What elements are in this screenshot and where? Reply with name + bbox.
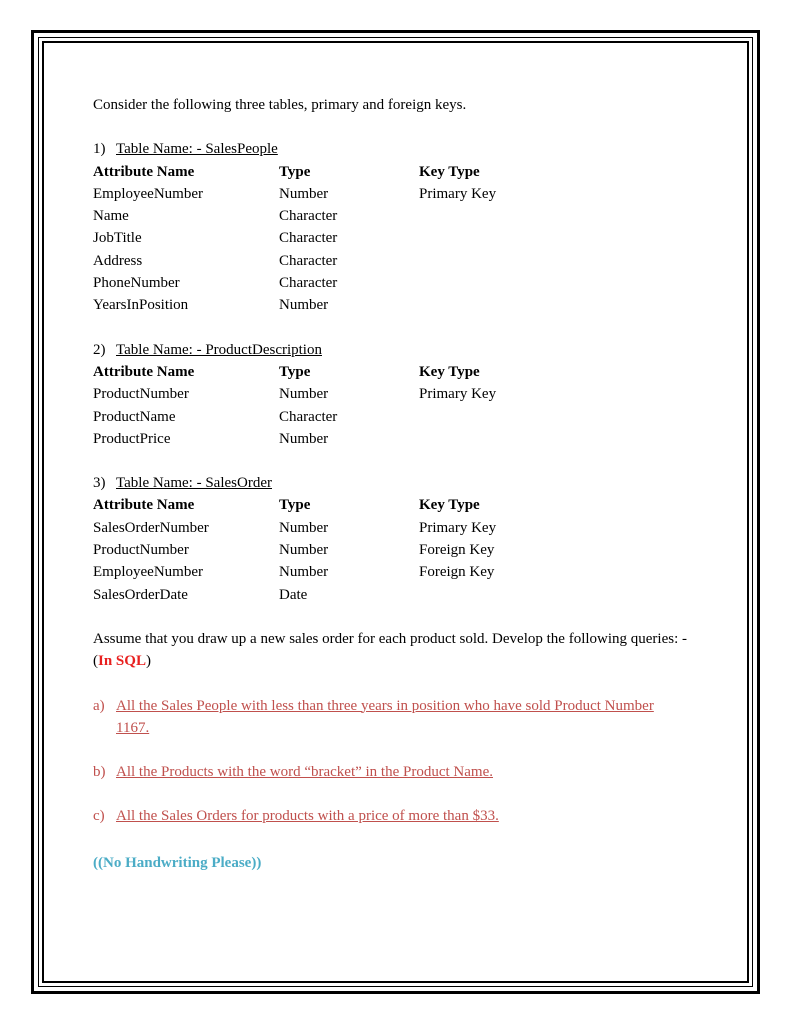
table-cell: SalesOrderNumber xyxy=(93,519,209,536)
in-sql-label: In SQL xyxy=(98,653,146,670)
query-item xyxy=(93,761,693,783)
column-header: Type xyxy=(279,363,311,380)
table-cell: YearsInPosition xyxy=(93,297,189,314)
table-name: Table Name: - SalesPeople xyxy=(116,141,278,158)
query-item xyxy=(93,805,693,827)
table-row xyxy=(93,584,693,606)
table-cell: EmployeeNumber xyxy=(93,185,203,202)
table-cell: Character xyxy=(279,275,338,292)
table-cell: Foreign Key xyxy=(419,564,495,581)
table-cell: Number xyxy=(279,564,329,581)
query-item xyxy=(93,695,693,740)
table-cell xyxy=(419,294,619,316)
table-row xyxy=(93,428,693,450)
table-cell xyxy=(419,272,619,294)
document-content xyxy=(93,94,693,874)
column-header: Key Type xyxy=(419,163,480,180)
table-cell: Number xyxy=(279,297,329,314)
table-row xyxy=(93,406,693,428)
table-title xyxy=(93,339,693,361)
table-cell: Character xyxy=(279,230,338,247)
table-row xyxy=(93,517,693,539)
table-name: Table Name: - SalesOrder xyxy=(116,475,272,492)
table-cell: Foreign Key xyxy=(419,542,495,559)
table-row xyxy=(93,561,693,583)
table-cell: Number xyxy=(279,430,329,447)
table-cell xyxy=(419,428,619,450)
table-row xyxy=(93,383,693,405)
table-row xyxy=(93,272,693,294)
column-header: Key Type xyxy=(419,363,480,380)
table-row xyxy=(93,294,693,316)
query-text: All the Sales Orders for products with a price of more than $33. xyxy=(116,808,499,825)
table-cell: Number xyxy=(279,519,329,536)
table-cell: Number xyxy=(279,542,329,559)
table-cell: Primary Key xyxy=(419,386,497,403)
column-header: Attribute Name xyxy=(93,497,195,514)
assume-paragraph xyxy=(93,628,693,673)
table-header-row xyxy=(93,161,693,183)
table-name: Table Name: - ProductDescription xyxy=(116,341,322,358)
table-cell: Address xyxy=(93,252,143,269)
column-header: Attribute Name xyxy=(93,163,195,180)
table-cell xyxy=(419,205,619,227)
table-cell: Character xyxy=(279,208,338,225)
table-cell: ProductNumber xyxy=(93,542,189,559)
table-cell: EmployeeNumber xyxy=(93,564,203,581)
query-label: c) xyxy=(93,808,105,825)
table-cell: ProductName xyxy=(93,408,176,425)
queries-list xyxy=(93,695,693,828)
query-text: All the Sales People with less than three years in position who have sold Product Number 1167. xyxy=(116,697,654,736)
table-cell xyxy=(419,584,619,606)
column-header: Type xyxy=(279,163,311,180)
table-header-row xyxy=(93,361,693,383)
table-row xyxy=(93,227,693,249)
table-cell: Character xyxy=(279,252,338,269)
table-title xyxy=(93,138,693,160)
query-label: b) xyxy=(93,764,106,781)
table-cell: ProductPrice xyxy=(93,430,171,447)
table-row xyxy=(93,539,693,561)
table-cell xyxy=(419,227,619,249)
table-row xyxy=(93,250,693,272)
assume-text: Assume that you draw up a new sales order for each product sold. Develop the following queries: - ( xyxy=(93,630,688,670)
assume-close: ) xyxy=(145,653,151,670)
table-cell: PhoneNumber xyxy=(93,275,180,292)
column-header: Attribute Name xyxy=(93,363,195,380)
query-text: All the Products with the word “bracket” in the Product Name. xyxy=(116,764,493,781)
table-header-row xyxy=(93,494,693,516)
table-number: 2) xyxy=(93,341,106,358)
table-cell: Character xyxy=(279,408,338,425)
table-cell: Date xyxy=(279,586,308,603)
table-number: 1) xyxy=(93,141,106,158)
table-row xyxy=(93,205,693,227)
query-label: a) xyxy=(93,697,105,714)
table-cell: JobTitle xyxy=(93,230,142,247)
column-header: Key Type xyxy=(419,497,480,514)
table-cell: Number xyxy=(279,386,329,403)
table-row xyxy=(93,183,693,205)
table-block xyxy=(93,339,693,450)
no-handwriting-note: ((No Handwriting Please)) xyxy=(93,854,262,871)
table-cell: SalesOrderDate xyxy=(93,586,188,603)
table-cell: Name xyxy=(93,208,129,225)
intro-text: Consider the following three tables, primary and foreign keys. xyxy=(93,97,467,113)
table-title xyxy=(93,472,693,494)
column-header: Type xyxy=(279,497,311,514)
table-cell: Primary Key xyxy=(419,185,497,202)
table-cell: Primary Key xyxy=(419,519,497,536)
tables-section xyxy=(93,138,693,606)
table-cell xyxy=(419,250,619,272)
table-block xyxy=(93,138,693,316)
table-cell: ProductNumber xyxy=(93,386,189,403)
table-block xyxy=(93,472,693,606)
table-number: 3) xyxy=(93,475,106,492)
table-cell xyxy=(419,406,619,428)
table-cell: Number xyxy=(279,185,329,202)
